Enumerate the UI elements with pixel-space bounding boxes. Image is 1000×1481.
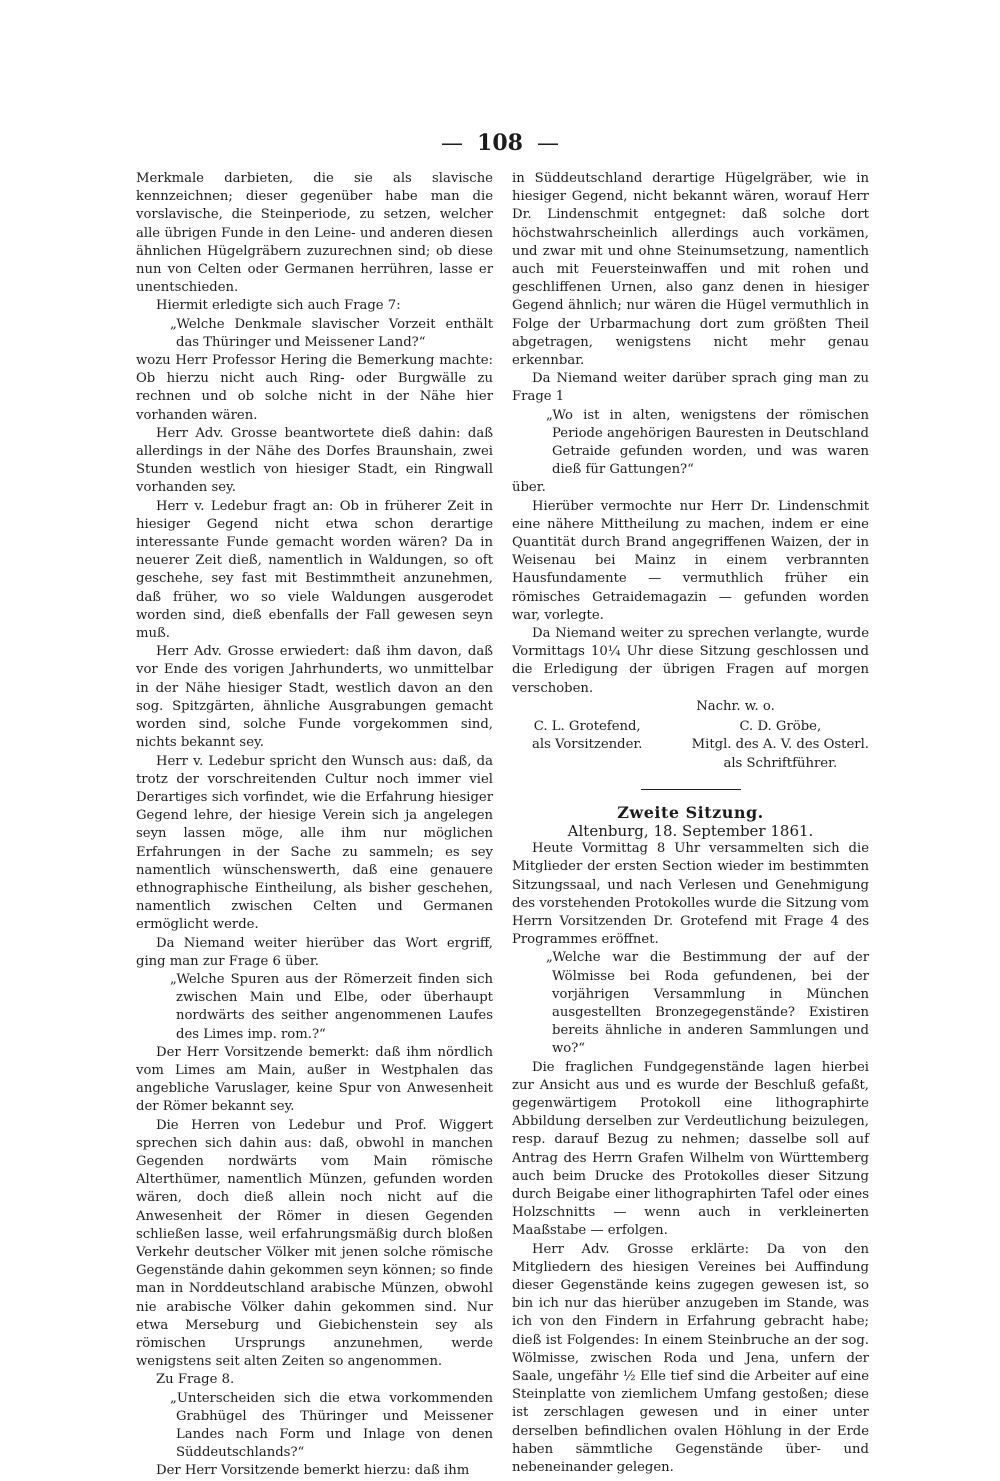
paragraph: Heute Vormittag 8 Uhr versammelten sich die Mitglieder der ersten Section wieder im bestimmten Sitzungssaal, und nach Verlesen und Genehmigung des vorstehenden Protokolles wurde die Sitzung vom Herrn Vorsitzenden Dr. Grotefend mit Frage 4 des Programmes eröffnet.	[512, 841, 869, 948]
paragraph: Die Herren von Ledebur und Prof. Wiggert sprechen sich dahin aus: daß, obwohl in manchen Gegenden nordwärts vom Main römische Alterthümer, namentlich Münzen, gefunden worden wären, doch dieß allein noch nicht auf die Anwesenheit der Römer in diesen Gegenden schließen lasse, weil erfahrungsmäßig durch bloßen Verkehr deutscher Völker mit jenen solche römische Gegenstände dahin gekommen seyn können; so finde man in Norddeutschland arabische Münzen, obwohl nie arabische Völker dahin gekommen sind. Nur etwa Merseburg und Giebichenstein sey als römischen Ursprungs anzunehmen, werde wenigstens seit alten Zeiten so angenommen.	[136, 1117, 493, 1370]
paragraph: Zu Frage 8.	[156, 1372, 235, 1388]
left-column	[136, 170, 493, 1481]
paragraph: in Süddeutschland derartige Hügelgräber, wie in hiesiger Gegend, nicht bekannt wären, worauf Herr Dr. Lindenschmit entgegnet: daß solche dort höchstwahrscheinlich allerdings auch vorkämen, und zwar mit und ohne Steinumsetzung, namentlich auch mit Feuersteinwaffen und mit rohen und geschliffenen Urnen, also ganz denen in hiesiger Gegend ähnlich; nur wären die Hügel vermuthlich in Folge der Urbarmachung dort zum größten Theil abgetragen, wenigstens nicht mehr genau erkennbar.	[512, 171, 869, 369]
signature-role: Mitgl. des A. V. des Osterl.	[691, 737, 869, 753]
page-number: — 108 —	[441, 130, 559, 156]
quoted-question: „Wo ist in alten, wenigstens der römischen Periode angehörigen Bauresten in Deutschland Getraide gefunden worden, und was waren dieß für Gattungen?“	[546, 407, 869, 478]
paragraph: Da Niemand weiter hierüber das Wort ergriff, ging man zur Frage 6 über.	[136, 935, 493, 969]
paragraph: Herr Adv. Grosse erklärte: Da von den Mitgliedern des hiesigen Vereines bei Auffindung dieser Gegenstände keins zugegen gewesen ist, so bin ich nur das hierüber anzugeben im Stande, was ich von den Findern in Erfahrung gebracht habe; dieß ist Folgendes: In einem Steinbruche an der sog. Wölmisse, zwischen Roda und Jena, unfern der Saale, ungefähr ½ Elle tief sind die Arbeiter auf eine Steinplatte von ziemlichem Umfang gestoßen; diese ist zerschlagen gewesen und in einer unter derselben befindlichen ovalen Höhlung in der Erde haben sämmtliche Gegenstände über- und nebeneinander gelegen.	[512, 1241, 869, 1476]
paragraph: Der Herr Vorsitzende bemerkt hierzu: daß ihm	[156, 1463, 470, 1479]
page-number-value: 108	[477, 130, 523, 156]
paragraph: Da Niemand weiter zu sprechen verlangte, wurde Vormittags 10¼ Uhr diese Sitzung geschlossen und die Erledigung der übrigen Fragen auf morgen verschoben.	[512, 626, 869, 696]
signature-role: als Vorsitzender.	[532, 737, 643, 753]
paragraph: Hiermit erledigte sich auch Frage 7:	[156, 298, 401, 314]
right-column	[512, 170, 869, 1477]
signature-chair	[532, 718, 642, 773]
paragraph: Herr Adv. Grosse beantwortete dieß dahin: daß allerdings in der Nähe des Dorfes Braunshain, zwei Stunden westlich von hiesiger Stadt, ein Ringwall vorhanden sey.	[136, 425, 493, 496]
quoted-question: „Unterscheiden sich die etwa vorkommenden Grabhügel des Thüringer und Meissener Landes nach Form und Inlage von denen Süddeutschlands?“	[170, 1390, 493, 1461]
signature-name: C. L. Grotefend,	[533, 719, 641, 735]
paragraph: Merkmale darbieten, die sie als slavische kennzeichnen; dieser gegenüber habe man die vorslavische, die Steinperiode, zu setzen, welcher alle übrigen Funde in den Leine- und anderen diesen ähnlichen Hügelgräbern zuzurechnen sind; ob diese nun von Celten oder Germanen herrühren, lasse er unentschieden.	[136, 171, 493, 296]
signature-secretary	[692, 718, 869, 773]
paragraph: wozu Herr Professor Hering die Bemerkung machte: Ob hierzu nicht auch Ring- oder Burgwälle zu rechnen und ob solche nicht in der Nähe hier vorhanden wären.	[136, 353, 493, 423]
paragraph: Die fraglichen Fundgegenstände lagen hierbei zur Ansicht aus und es wurde der Beschluß gefaßt, gegenwärtigem Protokoll eine lithographirte Abbildung derselben zur Verdeutlichung beizulegen, resp. darauf Bezug zu nehmen; dasselbe soll auf Antrag des Herrn Grafen Wilhelm von Württemberg auch beim Drucke des Protokolles dieser Sitzung durch Beigabe einer lithographirten Tafel oder eines Holzschnitts — wenn auch in verkleinerten Maaßstabe — erfolgen.	[512, 1059, 869, 1239]
section-date: Altenburg, 18. September 1861.	[567, 821, 814, 840]
signature-name: C. D. Gröbe,	[739, 719, 822, 735]
quoted-question: „Welche war die Bestimmung der auf der Wölmisse bei Roda gefundenen, bei der vorjährigen Versammlung in München ausgestellten Bronzegegenstände? Existiren bereits ähnliche in anderen Sammlungen und wo?“	[546, 950, 869, 1057]
signature-role: als Schriftführer.	[723, 755, 838, 771]
section-divider	[641, 789, 741, 790]
quoted-question: „Welche Spuren aus der Römerzeit finden sich zwischen Main und Elbe, oder überhaupt nordwärts des seither angenommenen Laufes des Limes imp. rom.?“	[170, 971, 493, 1042]
paragraph: Hierüber vermochte nur Herr Dr. Lindenschmit eine nähere Mittheilung zu machen, indem er eine Quantität durch Brand angegriffenen Waizen, der in Weisenau bei Mainz in einem verbrannten Hausfundamente — vermuthlich früher ein römisches Getraidemagazin — gefunden worden war, vorlegte.	[512, 498, 869, 623]
paragraph: über.	[512, 480, 546, 496]
paragraph: Da Niemand weiter darüber sprach ging man zu Frage 1	[512, 371, 869, 405]
nachr-note: Nachr. w. o.	[696, 698, 775, 714]
paragraph: Herr v. Ledebur spricht den Wunsch aus: daß, da trotz der vorschreitenden Cultur noch immer viel Derartiges sich vorfindet, wie die Erfahrung hiesiger Gegend lehre, der hiesige Verein sich ja angelegen seyn lassen möge, alle ihm nur möglichen Erfahrungen in der Sache zu sammeln; es sey namentlich wünschenswerth, daß eine genauere ethnographische Eintheilung, als bisher geschehen, namentlich zwischen Celten und Germanen ermöglicht werde.	[136, 753, 493, 933]
signatures	[532, 718, 869, 773]
paragraph: Herr v. Ledebur fragt an: Ob in früherer Zeit in hiesiger Gegend nicht etwa schon derartige interessante Funde gemacht worden wären? Da in neuerer Zeit dieß, namentlich in Waldungen, so oft geschehe, sey fast mit Bestimmtheit anzunehmen, daß früher, wo so viele Waldungen ausgerodet worden sind, dieß ebenfalls der Fall gewesen seyn muß.	[136, 498, 493, 642]
paragraph: Der Herr Vorsitzende bemerkt: daß ihm nördlich vom Limes am Main, außer in Westphalen das angebliche Varuslager, keine Spur von Anwesenheit der Römer bekannt sey.	[136, 1044, 493, 1115]
paragraph: Herr Adv. Grosse erwiedert: daß ihm davon, daß vor Ende des vorigen Jahrhunderts, wo unmittelbar in der Nähe hiesiger Stadt, westlich davon an den sog. Spitzgärten, ähnliche Ausgrabungen gemacht worden sind, solche Funde vorgekommen sind, nichts bekannt sey.	[136, 644, 493, 751]
section-title: Zweite Sitzung.	[617, 802, 764, 822]
quoted-question: „Welche Denkmale slavischer Vorzeit enthält das Thüringer und Meissener Land?“	[170, 316, 493, 350]
